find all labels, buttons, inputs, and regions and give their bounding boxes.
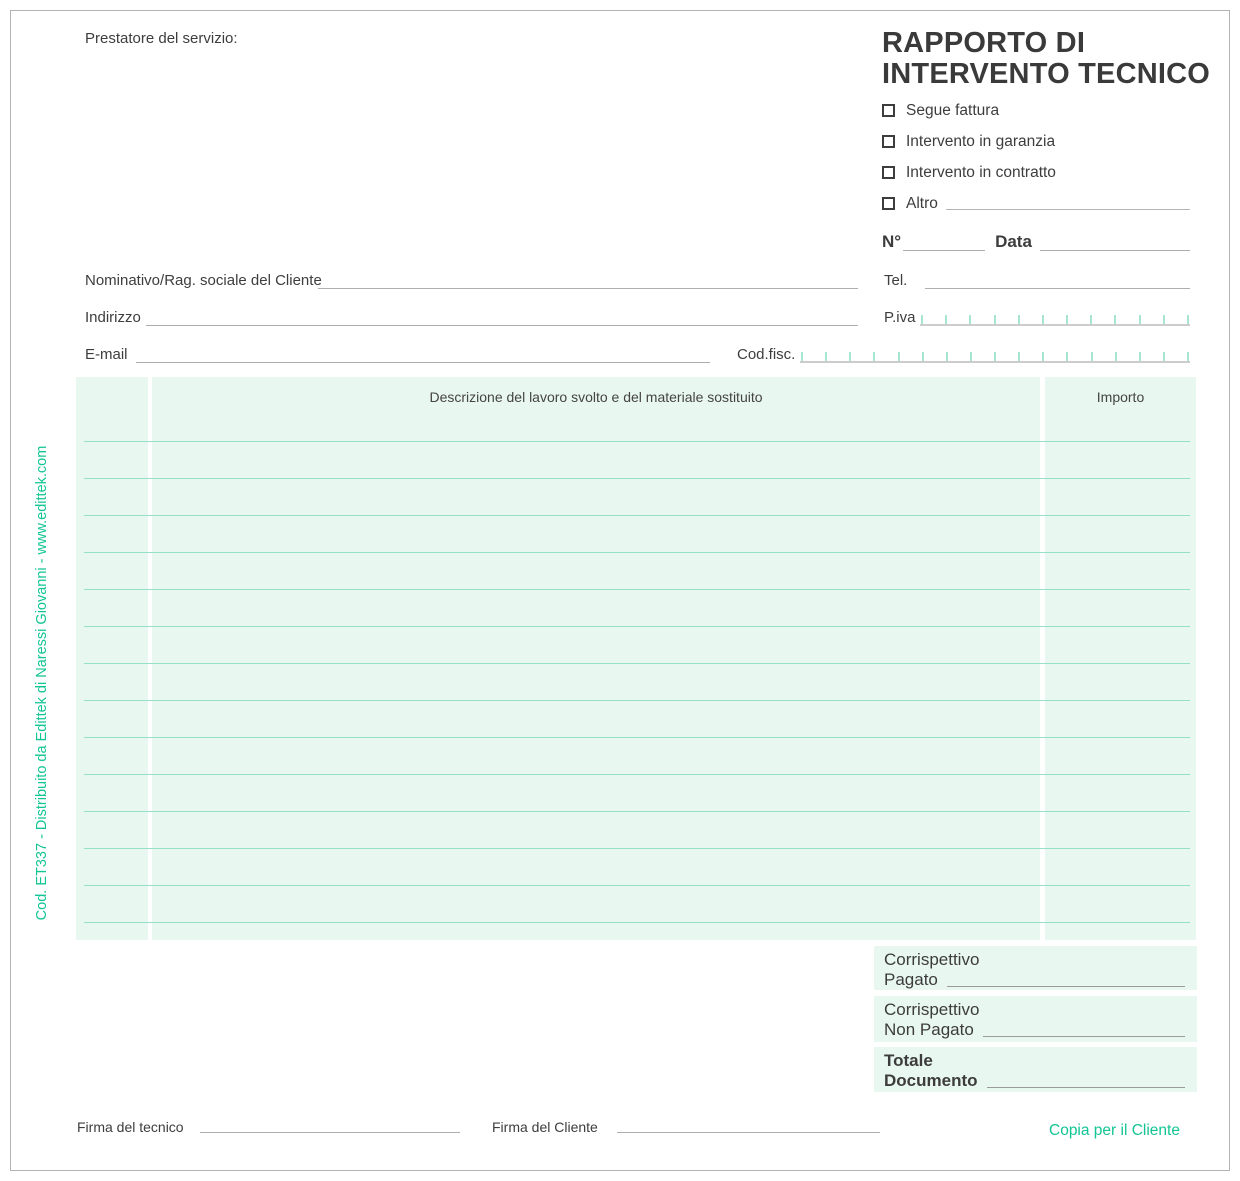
client-signature-field[interactable] (617, 1132, 880, 1133)
table-description-column[interactable] (152, 377, 1040, 940)
comb-tick (801, 352, 803, 361)
comb-tick (1163, 315, 1165, 324)
form-title-line2: INTERVENTO TECNICO (882, 58, 1211, 90)
table-amount-column[interactable] (1045, 377, 1196, 940)
checkbox-item-altro (882, 196, 1190, 211)
comb-tick (1115, 352, 1117, 361)
total-label-line1: Corrispettivo (884, 950, 980, 969)
document-total-field[interactable] (987, 1074, 1186, 1088)
intervento-garanzia-checkbox[interactable] (882, 135, 895, 148)
comb-tick (1018, 315, 1020, 324)
copy-for-client-label: Copia per il Cliente (1049, 1122, 1180, 1139)
checkbox-item-intervento-contratto (882, 165, 1190, 180)
tel-field[interactable] (925, 288, 1190, 289)
description-column-header: Descrizione del lavoro svolto e del materiale sostituito (429, 389, 763, 405)
checkbox-item-segue-fattura (882, 103, 1190, 118)
altro-checkbox[interactable] (882, 197, 895, 210)
comb-tick (1187, 352, 1189, 361)
comb-tick (994, 352, 996, 361)
comb-tick (1163, 352, 1165, 361)
comb-tick (1090, 315, 1092, 324)
technician-signature-field[interactable] (200, 1132, 460, 1133)
total-label-line2: Pagato (884, 970, 938, 989)
checkbox-label: Intervento in garanzia (906, 132, 1056, 150)
comb-tick (1114, 315, 1116, 324)
comb-tick (1018, 352, 1020, 361)
total-box-paid (874, 946, 1197, 990)
date-field[interactable] (1040, 237, 1190, 251)
client-name-field[interactable] (318, 288, 858, 289)
technician-signature-label: Firma del tecnico (77, 1119, 184, 1135)
comb-tick (946, 352, 948, 361)
piva-label: P.iva (884, 309, 916, 326)
checkbox-label: Altro (906, 194, 938, 212)
amount-column-header: Importo (1096, 389, 1145, 405)
total-box-unpaid (874, 996, 1197, 1042)
altro-value-field[interactable] (946, 198, 1190, 210)
unpaid-amount-field[interactable] (983, 1023, 1185, 1037)
table-quantity-column[interactable] (76, 377, 148, 940)
piva-comb-field[interactable] (920, 309, 1190, 326)
number-field[interactable] (903, 237, 985, 251)
client-signature-label: Firma del Cliente (492, 1119, 598, 1135)
comb-tick (1042, 352, 1044, 361)
codfisc-comb-field[interactable] (800, 346, 1190, 363)
intervento-contratto-checkbox[interactable] (882, 166, 895, 179)
comb-tick (1091, 352, 1093, 361)
total-label-line1: Totale (884, 1051, 933, 1070)
checkbox-item-intervento-garanzia (882, 134, 1190, 149)
date-label: Data (995, 232, 1032, 251)
comb-tick (898, 352, 900, 361)
form-title (882, 27, 1211, 90)
number-label: N° (882, 232, 902, 251)
tel-label: Tel. (884, 272, 908, 289)
form-title-line1: RAPPORTO DI (882, 27, 1086, 59)
checkbox-label: Intervento in contratto (906, 163, 1056, 181)
comb-tick (873, 352, 875, 361)
number-date-row (882, 232, 1190, 252)
codfisc-label: Cod.fisc. (737, 346, 796, 363)
comb-tick (1139, 352, 1141, 361)
provider-label: Prestatore del servizio: (85, 30, 238, 47)
comb-tick (945, 315, 947, 324)
comb-tick (921, 315, 923, 324)
work-description-table (76, 377, 1196, 940)
comb-tick (994, 315, 996, 324)
email-label: E-mail (85, 346, 128, 363)
total-label-line2: Non Pagato (884, 1020, 974, 1039)
comb-tick (849, 352, 851, 361)
total-label-line1: Corrispettivo (884, 1000, 980, 1019)
address-label: Indirizzo (85, 309, 141, 326)
checkbox-label: Segue fattura (906, 101, 1000, 119)
comb-tick (970, 352, 972, 361)
paid-amount-field[interactable] (947, 973, 1185, 987)
comb-tick (1042, 315, 1044, 324)
comb-tick (1139, 315, 1141, 324)
email-field[interactable] (136, 362, 710, 363)
comb-tick (1066, 352, 1068, 361)
invoice-type-checkbox-group (882, 103, 1190, 227)
comb-tick (1187, 315, 1189, 324)
comb-tick (1066, 315, 1068, 324)
address-field[interactable] (146, 325, 858, 326)
edition-sidebar-text: Cod. ET337 - Distribuito da Edittek di Naressi Giovanni - www.edittek.com (34, 445, 50, 921)
total-box-document-total (874, 1047, 1197, 1092)
comb-tick (969, 315, 971, 324)
segue-fattura-checkbox[interactable] (882, 104, 895, 117)
total-label-line2: Documento (884, 1071, 978, 1090)
client-name-label: Nominativo/Rag. sociale del Cliente (85, 272, 322, 289)
comb-tick (922, 352, 924, 361)
comb-tick (825, 352, 827, 361)
